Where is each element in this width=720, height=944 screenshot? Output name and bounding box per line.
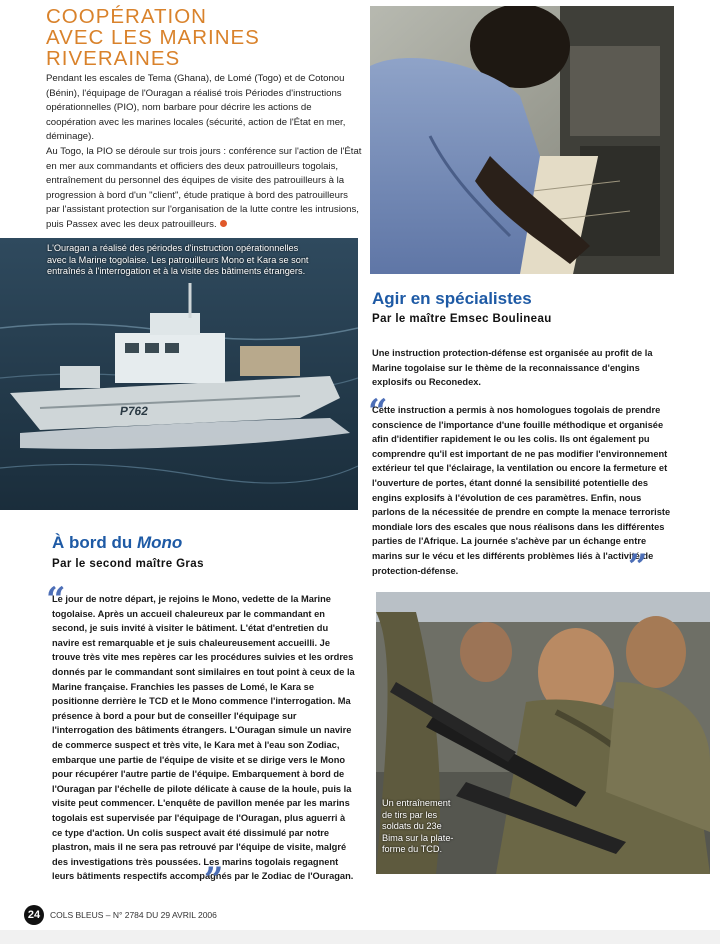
title-line-2: AVEC LES MARINES	[46, 26, 260, 49]
section1-lead: Une instruction protection-défense est organisée au profit de la Marine togolaise sur le thème de la reconnaissance d'engins explosifs ou Reconedex.	[372, 348, 653, 388]
section2-heading-italic: Mono	[136, 533, 183, 552]
sailor-photo	[370, 6, 674, 274]
section2-heading-prefix: À bord du	[52, 533, 137, 552]
section2-close-quote-icon: ”	[204, 860, 224, 900]
sailor-photo-image	[370, 6, 674, 274]
section2-heading	[52, 533, 182, 553]
bottom-rule	[0, 930, 720, 944]
section1-byline: Par le maître Emsec Boulineau	[372, 313, 552, 325]
page-footer	[24, 905, 217, 925]
soldiers-photo	[376, 592, 710, 874]
intro-paragraph-2-text: Au Togo, la PIO se déroule sur trois jours : conférence sur l'action de l'État en mer aux commandants et officiers des deux patrouilleurs togolais, entraînement du personnel des équipes de visite des patrouilleurs à la progression à bord d'un "client", étude pratique à bord des patrouilleurs par l'assistant protection sur l'organisation de la lutte contre les intrusions, puis Passex avec les deux patrouilleurs.	[46, 145, 362, 230]
end-bullet-icon	[220, 220, 227, 227]
intro-paragraph-2	[46, 145, 362, 233]
boat-caption: L'Ouragan a réalisé des périodes d'instruction opérationnelles avec la Marine togolaise. Les patrouilleurs Mono et Kara se sont entraînés à l'interrogation et à la visite des bâtiments étrangers.	[47, 243, 309, 276]
section1-heading: Agir en spécialistes	[372, 289, 532, 308]
intro-paragraph-1: Pendant les escales de Tema (Ghana), de Lomé (Togo) et de Cotonou (Bénin), l'équipage de l'Ouragan a réalisé trois Périodes d'instructions opérationnelles (PIO), nom barbare pour décrire les actions de coopération avec les marines locales (sécurité, action de l'État en mer, déminage).	[46, 73, 346, 143]
section1-quote: Cette instruction a permis à nos homologues togolais de prendre conscience de l'importance d'une fouille méthodique et organisée afin d'identifier rapidement le ou les colis. Ils ont également pu comprendre qu'il est important de ne pas modifier l'environnement extérieur tel que l'éclairage, la ventilation ou encore la fermeture et l'ouverture de portes, étant donné la sensibilité potentielle des engins explosifs à l'évolution de ces paramètres. Enfin, nous parlons de la nécessitée de prendre en compte la menace terroriste mondiale lors des escales que nous réalisons dans les différentes parties de l'Afrique. La journée s'achève par un échange entre marins sur le vécu et les différents problèmes liés à l'activité de protection-défense.	[372, 405, 671, 576]
section2-byline: Par le second maître Gras	[52, 558, 204, 570]
article-title	[46, 6, 346, 69]
section1-close-quote-icon: ”	[628, 547, 648, 587]
hull-number: P762	[119, 404, 150, 418]
intro-text	[46, 72, 362, 233]
title-line-3: RIVERAINES	[46, 47, 181, 70]
title-line-1: COOPÉRATION	[46, 5, 207, 28]
patrol-boat-photo	[0, 238, 358, 510]
soldiers-caption: Un entraînement de tirs par les soldats du 23e Bima sur la plate-forme du TCD.	[382, 798, 454, 854]
page-number: 24	[24, 905, 44, 925]
footer-text: COLS BLEUS – N° 2784 DU 29 AVRIL 2006	[50, 910, 217, 920]
section2-body: Le jour de notre départ, je rejoins le Mono, vedette de la Marine togolaise. Après un accueil chaleureux par le commandant en second, je suis invité à visiter le bâtiment. L'état d'entretien du navire est remarquable et je suis chaleureusement accueilli. Je trouve très vite mes repères car les procédures suivies et les ordres donnés par le commandant sont similaires en tout point à ceux de la Marine française. Franchies les passes de Lomé, le Kara se positionne derrière le TCD et le Mono commence l'interrogation. Ma présence à bord a pour but de conseiller l'équipage sur l'interrogation des bâtiments étrangers. L'Ouragan simule un navire de commerce suspect et très vite, le Kara met à l'eau son Zodiac, embarque une partie de l'équipe de visite et se dirige vers le Mono pour récupérer l'autre partie de l'équipe. Embarquement à bord de l'Ouragan par l'échelle de pilote délicate à cause de la houle, puis la visite peut commencer. L'enquête de pavillon menée par les marins togolais est supervisée par l'équipage de l'Ouragan, plus aguerri à ce type d'action. Un colis suspect avait été dissimulé par notre plastron, mais il ne sera pas retrouvé par l'équipe de visite, malgré des investigations très poussées. Les marins togolais regagnent leurs bâtiments respectifs accompagnés par le Zodiac de l'Ouragan.	[52, 594, 355, 882]
section1-open-quote-icon: “	[368, 392, 388, 432]
section2-open-quote-icon: “	[46, 580, 66, 620]
patrol-boat-image	[0, 238, 358, 510]
